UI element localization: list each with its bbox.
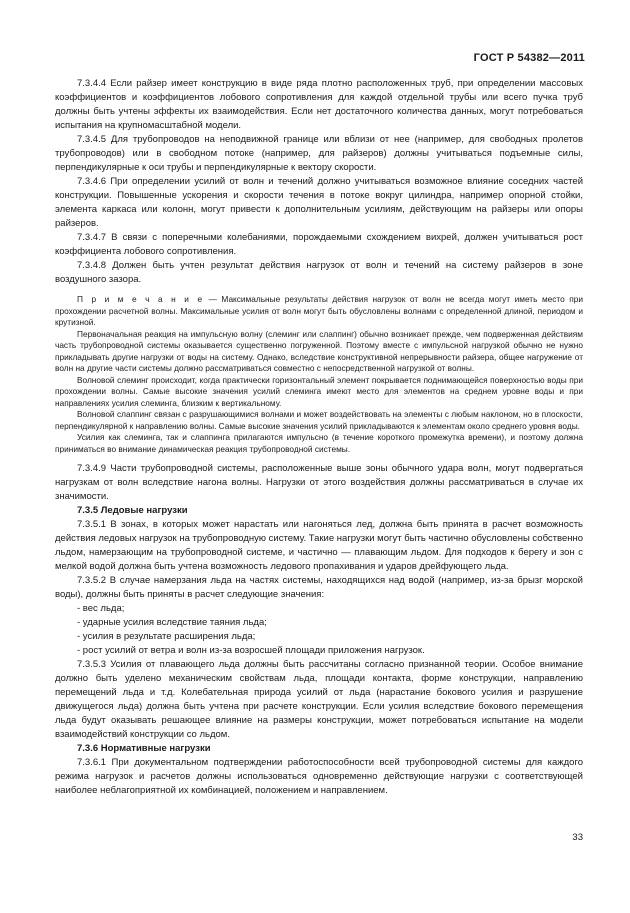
note-paragraph-3: Волновой слеминг происходит, когда практически горизонтальный элемент покрывается поднимающейся поверхностью воды при прохождении волны. Самые высокие значения усилий слеминга имеют место для элементов на среднем уровне воды и при направлениях усилия слеминга, близким к вертикальному. [55,374,583,408]
page-number: 33 [572,832,583,843]
list-item: - ударные усилия вследствие таяния льда; [77,617,267,628]
paragraph-7-3-5-1: 7.3.5.1 В зонах, в которых может нарастать или нагоняться лед, должна быть принята в расчет возможность действия ледовых нагрузок на трубопроводную систему. Такие нагрузки могут быть частично обусловлены собственно льдом, намерзающим на трубопроводной системе, и частично — плавающим льдом. Для подходов к берегу и зон с мелкой водой должна быть учтена возможность ледового пропахивания и ударов дрейфующего льда. [55,519,583,572]
paragraph-7-3-4-8: 7.3.4.8 Должен быть учтен результат действия нагрузок от волн и течений на систему райзеров в зоне воздушного зазора. [55,260,583,285]
paragraph-7-3-4-7: 7.3.4.7 В связи с поперечными колебаниями, порождаемыми схождением вихрей, должен учитываться рост коэффициента лобового сопротивления. [55,232,583,257]
note-paragraph-4: Волновой слаппинг связан с разрушающимися волнами и может воздействовать на элементы с любым наклоном, но в плоскости, перпендикулярной к направлению волны. Самые высокие значения усилий прикладываются к элементам около среднего уровня воды. [55,409,583,431]
paragraph-7-3-5-2: 7.3.5.2 В случае намерзания льда на частях системы, находящихся над водой (например, из-за брызг морской воды), должны быть приняты в расчет следующие значения: [55,575,583,600]
paragraph-7-3-5-3: 7.3.5.3 Усилия от плавающего льда должны быть рассчитаны согласно признанной теории. Особое внимание должно быть уделено механическим свойствам льда, площади контакта, форме конструкции, направлению перемещений льда и т.д. Колебательная природа усилий от льда (нарастание бокового усилия и разрушение движущегося льда) должна быть учтена при расчете конструкции. Если усилия вследствие бокового перемещения льда будут оказывать решающее влияние на размеры конструкции, может потребоваться испытание на модели взаимодействий конструкции со льдом. [55,659,583,740]
list-item: - усилия в результате расширения льда; [77,631,256,642]
paragraph-7-3-4-9: 7.3.4.9 Части трубопроводной системы, расположенные выше зоны обычного удара волн, могут подвергаться нагрузкам от волн вследствие нагона волны. Нагрузки от этого воздействия должны рассматриваться в случае их значимости. [55,463,583,502]
section-heading-7-3-5: 7.3.5 Ледовые нагрузки [77,505,188,516]
section-heading-7-3-6: 7.3.6 Нормативные нагрузки [77,743,211,754]
note-text-1: — Максимальные результаты действия нагрузок от волн не всегда могут иметь место при прохождении расчетной волны. Максимальные усилия от волн могут быть обусловлены волнами с определенной длиной, периодом и крутизной. [55,294,584,327]
note-label: П р и м е ч а н и е [77,294,205,304]
note-paragraph-5: Усилия как слеминга, так и слаппинга прилагаются импульсно (в течение короткого промежутка времени), и поэтому должна приниматься во внимание динамическая реакция трубопроводной системы. [55,432,583,454]
paragraph-7-3-4-6: 7.3.4.6 При определении усилий от волн и течений должно учитываться возможное влияние соседних частей конструкции. Повышенные ускорения и скорости течения в потоке вокруг цилиндра, например опорной стойки, элемента каркаса или колонн, могут привести к дополнительным усилиям, действующим на райзеры или опоры райзеров. [55,176,583,229]
paragraph-7-3-4-4: 7.3.4.4 Если райзер имеет конструкцию в виде ряда плотно расположенных труб, при определении массовых коэффициентов и коэффициентов лобового сопротивления для каждой отдельной трубы или всего пучка труб должны быть учтены эффекты их взаимодействия. Если нет достаточного количества данных, могут потребоваться испытания на крупномасштабной модели. [55,78,583,131]
note-paragraph-1 [55,294,583,329]
page-content [55,77,583,798]
document-header: ГОСТ Р 54382—2011 [473,52,585,64]
list-item: - рост усилий от ветра и волн из-за возросшей площади приложения нагрузок. [77,645,425,656]
paragraph-7-3-6-1: 7.3.6.1 При документальном подтверждении работоспособности всей трубопроводной системы для каждого режима нагрузок и расчетов должны использоваться одновременно действующие нагрузки с соответствующей наиболее неблагоприятной их комбинацией, положением и направлением. [55,757,583,796]
list-item: - вес льда; [77,603,125,614]
paragraph-7-3-4-5: 7.3.4.5 Для трубопроводов на неподвижной границе или вблизи от нее (например, для свободных пролетов трубопроводов) или в свободном потоке (например, для райзеров) должны учитываться подъемные силы, перпендикулярные к оси трубы и перпендикулярные к вектору скорости. [55,134,583,173]
note-paragraph-2: Первоначальная реакция на импульсную волну (слеминг или слаппинг) обычно возникает прежде, чем подверженная действиям часть трубопроводной системы оказывается существенно погруженной. Поэтому вместе с импульсной нагрузкой обычно не нужно прикладывать другие нагрузки от воды на систему. Однако, вследствие конструктивной непрерывности райзера, общее нагружение от волн на другие части системы должно рассматриваться совместно с непосредственной нагрузкой от волны. [55,328,583,373]
